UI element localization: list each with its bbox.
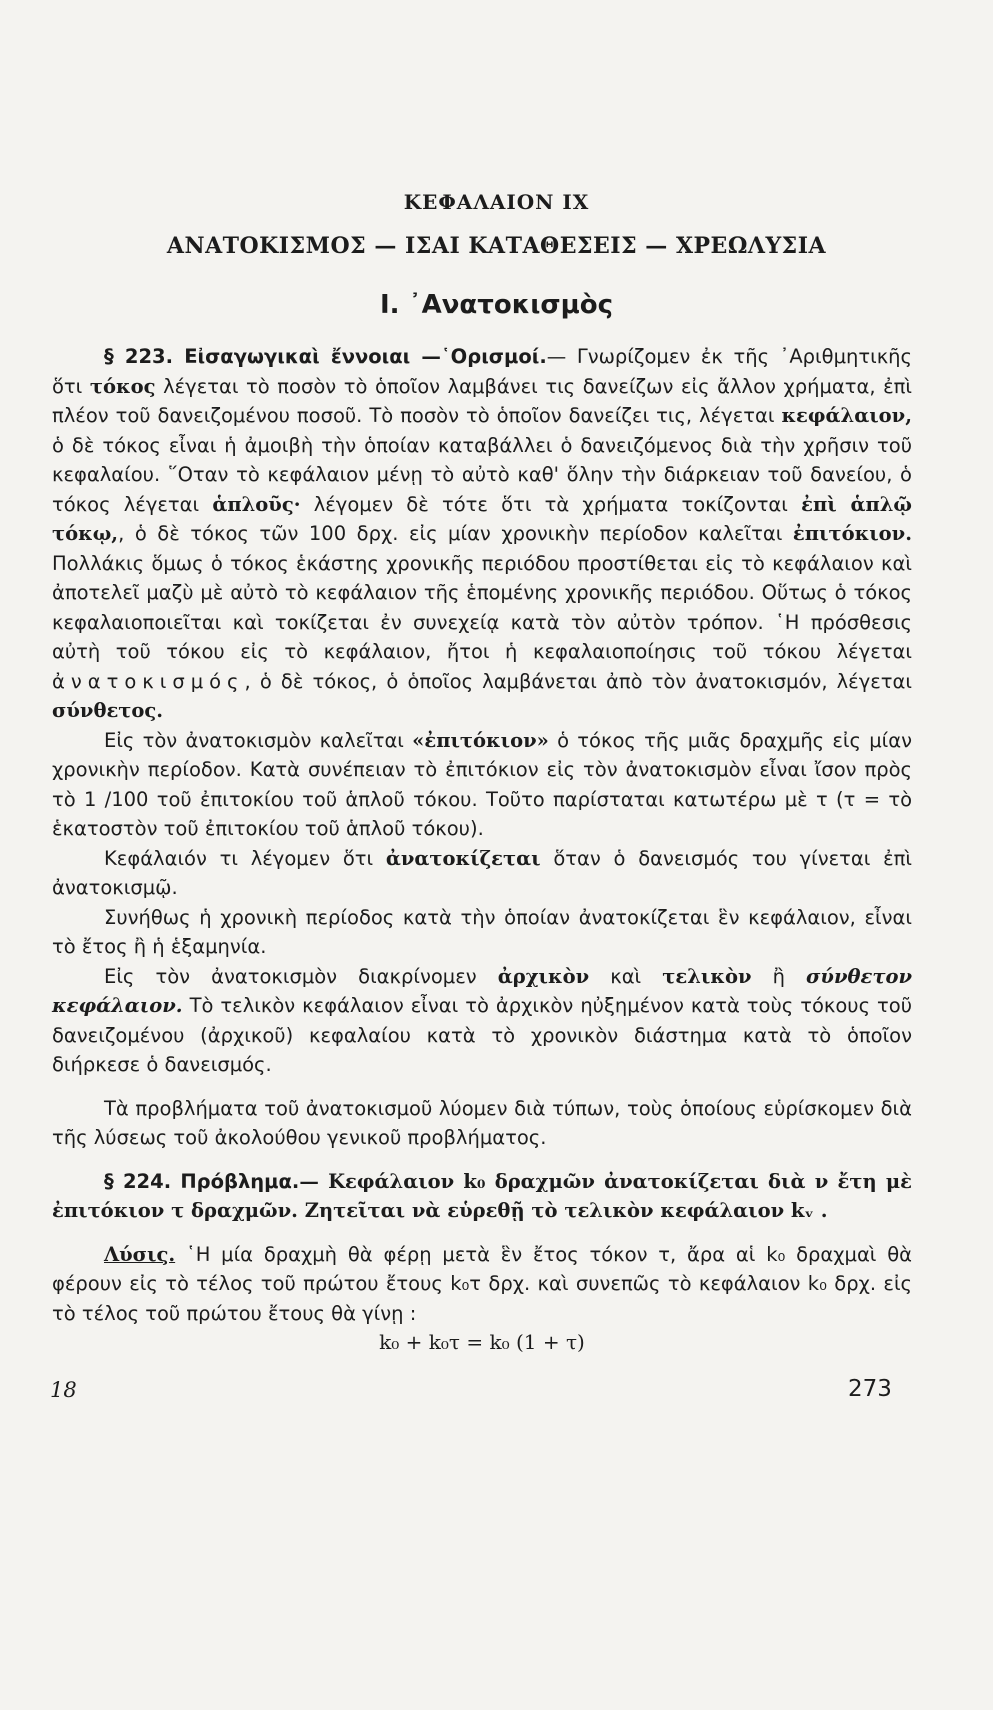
bold-term: ἁπλοῦς· <box>212 492 301 516</box>
paragraph-capital-types <box>52 962 912 1080</box>
text-run: λέγεται τὸ ποσὸν τὸ ὁποῖον λαμβάνει τις δανείζων εἰς ἄλλον χρήματα, ἐπὶ πλέον τοῦ δανειζομένου ποσοῦ. Τὸ ποσὸν τὸ ὁποῖον δανείζει τις, λέγεται <box>52 374 913 427</box>
text-run: ἢ <box>751 964 807 988</box>
formula: k₀ + k₀τ = k₀ (1 + τ) <box>379 1330 585 1354</box>
paragraph-heading: § 224. Πρόβλημα. <box>104 1169 300 1193</box>
text-run: Τὸ τελικὸν κεφάλαιον εἶναι τὸ ἀρχικὸν ηὐξημένον κατὰ τοὺς τόκους τοῦ δανειζομένου (ἀρχικοῦ) κεφαλαίου κατὰ τὸ χρονικὸν διάστημα κατὰ τὸ ὁποῖον διήρκεσε ὁ δανεισμός. <box>52 994 912 1076</box>
paragraph-heading: § 223. Εἰσαγωγικαὶ ἔννοιαι —῾Ορισμοί. <box>104 345 547 368</box>
text-run: ὁ δὲ τόκος εἶναι ἡ ἀμοιβὴ τὴν ὁποίαν καταβάλλει ὁ δανειζόμενος διὰ τὴν χρῆσιν τοῦ κεφαλαίου. ῞Οταν τὸ κεφάλαιον μένῃ τὸ αὐτὸ καθ' ὅλην τὴν διάρκειαν τοῦ δανείου, ὁ τόκος λέγεται <box>52 433 912 516</box>
text-run: Κεφάλαιόν τι λέγομεν ὅτι <box>104 846 386 870</box>
paragraph-period <box>52 903 912 962</box>
text-run: Πολλάκις ὅμως ὁ τόκος ἑκάστης χρονικῆς περιόδου προστίθεται εἰς τὸ κεφάλαιον καὶ ἀποτελεῖ μαζὺ μὲ αὐτὸ τὸ κεφάλαιον τῆς ἑπομένης χρονικῆς περιόδου. Οὕτως ὁ τόκος κεφαλαιοποιεῖται καὶ τοκίζεται ἐν συνεχείᾳ κατὰ τὸν αὐτὸν τρόπον. ῾Η πρόσθεσις αὐτὴ τοῦ τόκου εἰς τὸ κεφάλαιον, ἤτοι ἡ κεφαλαιοποίησις τοῦ τόκου λέγεται <box>52 551 912 663</box>
text-run: — Γνωρίζομεν ἐκ τῆς ᾿Αριθμητικῆς ὅτι <box>52 345 912 398</box>
section-title: Ι. ᾿Ανατοκισμὸς <box>379 290 613 320</box>
bold-term: ἀρχικὸν <box>497 964 590 988</box>
text-run: ῾Η μία δραχμὴ θὰ φέρῃ μετὰ ἓν ἔτος τόκον τ, ἄρα αἱ k₀ δραχμαὶ θὰ φέρουν εἰς τὸ τέλος τοῦ πρώτου ἔτους k₀τ δρχ. καὶ συνεπῶς τὸ κεφάλαιον k₀ δρχ. εἰς τὸ τέλος τοῦ πρώτου ἔτους θὰ γίνῃ : <box>52 1242 912 1325</box>
body-text <box>52 342 912 1358</box>
bold-term: τόκος <box>89 374 156 398</box>
text-run: καὶ <box>589 964 663 988</box>
bold-term: ἀνατοκίζεται <box>385 846 541 870</box>
text-run: Συνήθως ἡ χρονικὴ περίοδος κατὰ τὴν ὁποίαν ἀνατοκίζεται ἓν κεφάλαιον, εἶναι τὸ ἔτος ἢ ἡ ἑξαμηνία. <box>52 905 912 958</box>
bold-term: ἐπιτόκιον. <box>792 522 912 545</box>
bold-term: σύνθετον κεφάλαιον. <box>52 964 912 1017</box>
chapter-subtitle: ΑΝΑΤΟΚΙΣΜΟΣ — ΙΣΑΙ ΚΑΤΑΘΕΣΕΙΣ — ΧΡΕΩΛΥΣΙΑ <box>166 233 827 259</box>
text-run: λέγομεν δὲ τότε ὅτι τὰ χρήματα τοκίζονται <box>300 492 802 516</box>
paragraph-problems <box>52 1094 912 1153</box>
bold-term: τελικὸν <box>662 964 752 988</box>
problem-statement: — Κεφάλαιον k₀ δραχμῶν ἀνατοκίζεται διὰ ν ἔτη μὲ ἐπιτόκιον τ δραχμῶν. Ζητεῖται νὰ εὑρεθῇ τὸ τελικὸν κεφάλαιον kᵥ . <box>52 1169 912 1222</box>
text-run: Εἰς τὸν ἀνατοκισμὸν καλεῖται <box>104 728 413 752</box>
text-run: Τὰ προβλήματα τοῦ ἀνατοκισμοῦ λύομεν διὰ τύπων, τοὺς ὁποίους εὑρίσκομεν διὰ τῆς λύσεως τοῦ ἀκολούθου γενικοῦ προβλήματος. <box>52 1096 912 1149</box>
text-run: , ὁ δὲ τόκος τῶν 100 δρχ. εἰς μίαν χρονικὴν περίοδον καλεῖται <box>118 522 793 545</box>
text-run: Εἰς τὸν ἀνατοκισμὸν διακρίνομεν <box>104 964 498 988</box>
bold-term: κεφάλαιον, <box>781 404 912 427</box>
signature-mark: 18 <box>50 1378 77 1402</box>
paragraph-solution <box>52 1240 912 1329</box>
text-run: ὁ τόκος τῆς μιᾶς δραχμῆς εἰς μίαν χρονικὴν περίοδον. Κατὰ συνέπειαν τὸ ἐπιτόκιον εἰς τὸν ἀνατοκισμὸν εἶναι ἴσον πρὸς τὸ 1 /100 τοῦ ἐπιτοκίου τοῦ ἁπλοῦ τόκου. Τοῦτο παρίσταται κατωτέρω μὲ τ (τ = τὸ ἑκατοστὸν τοῦ ἐπιτοκίου τοῦ ἁπλοῦ τόκου). <box>52 728 912 840</box>
bold-term: ἐπὶ ἁπλῷ τόκῳ, <box>52 492 912 545</box>
page-number: 273 <box>848 1376 892 1402</box>
bold-term: σύνθετος. <box>52 699 164 722</box>
spaced-term: ἀνατοκισμός <box>52 669 245 693</box>
bold-term: «ἐπιτόκιον» <box>412 728 549 752</box>
solution-heading: Λύσις. <box>104 1242 176 1266</box>
paragraph-223 <box>52 342 912 726</box>
paragraph-anatokizetai <box>52 844 912 903</box>
paragraph-epitokion <box>52 726 912 844</box>
paragraph-224 <box>52 1167 912 1226</box>
text-run: ὅταν ὁ δανεισμός του γίνεται ἐπὶ ἀνατοκισμῷ. <box>52 846 913 899</box>
text-run: , ὁ δὲ τόκος, ὁ ὁποῖος λαμβάνεται ἀπὸ τὸν ἀνατοκισμόν, λέγεται <box>244 669 912 693</box>
chapter-title: ΚΕΦΑΛΑΙΟΝ IX <box>403 190 590 214</box>
